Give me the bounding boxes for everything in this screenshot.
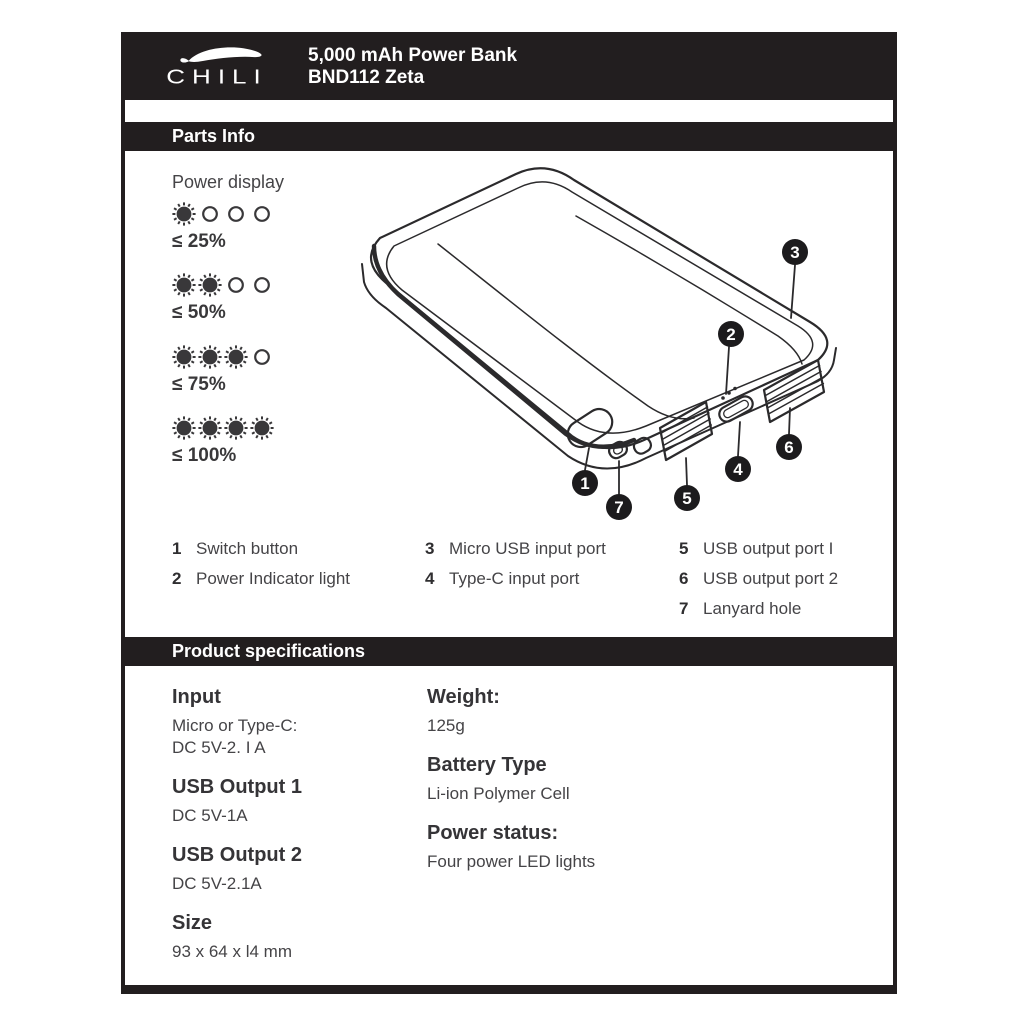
power-level-label-4: ≤ 100% <box>172 445 237 466</box>
legend-column-2 <box>425 534 606 594</box>
device-top-face <box>371 168 827 448</box>
svg-text:1: 1 <box>580 474 590 493</box>
legend-item-micro-usb: 3 Micro USB input port <box>425 539 606 558</box>
spec-input-line2: DC 5V-2. I A <box>172 738 266 757</box>
callout-7 <box>606 494 632 520</box>
spec-battery-type-title: Battery Type <box>427 754 547 776</box>
power-level-label-3: ≤ 75% <box>172 374 226 395</box>
callout-6 <box>776 434 802 460</box>
led-off-icon <box>197 201 223 227</box>
header-bar <box>125 36 893 100</box>
product-title-line2: BND112 Zeta <box>308 67 425 88</box>
led-lit-icon <box>249 415 275 441</box>
callout-5 <box>674 485 700 511</box>
device-diagram <box>350 158 895 523</box>
brand-name: CHILI <box>166 65 268 89</box>
spec-battery-type-value: Li-ion Polymer Cell <box>427 784 570 803</box>
led-lit-icon <box>197 272 223 298</box>
led-off-icon <box>223 272 249 298</box>
power-level-icons-4 <box>171 415 275 441</box>
callout-1 <box>572 470 598 496</box>
brand-logo <box>149 39 281 97</box>
svg-text:5: 5 <box>682 489 692 508</box>
legend-item-power-indicator: 2 Power Indicator light <box>172 569 351 588</box>
led-lit-icon <box>171 344 197 370</box>
power-level-icons-2 <box>171 272 275 298</box>
spec-weight-value: 125g <box>427 716 465 735</box>
manual-page <box>121 32 897 994</box>
led-off-icon <box>249 344 275 370</box>
spec-size-title: Size <box>172 912 213 934</box>
svg-text:3: 3 <box>790 243 800 262</box>
product-specifications-bar <box>125 637 893 666</box>
led-lit-icon <box>197 344 223 370</box>
legend-item-type-c: 4 Type-C input port <box>425 569 580 588</box>
device-band-line-left <box>438 244 694 419</box>
product-title <box>308 45 517 89</box>
legend-item-usb-output-2: 6 USB output port 2 <box>679 569 839 588</box>
led-lit-icon <box>197 415 223 441</box>
device-inset-line <box>387 182 813 433</box>
parts-info-title: Parts Info <box>172 126 256 146</box>
led-lit-icon <box>171 201 197 227</box>
led-off-icon <box>223 201 249 227</box>
device-front-edge <box>374 246 634 447</box>
led-lit-icon <box>171 272 197 298</box>
led-lit-icon <box>171 415 197 441</box>
led-lit-icon <box>223 415 249 441</box>
callout-leader-lines <box>585 265 795 494</box>
product-specifications-title: Product specifications <box>172 641 366 661</box>
legend-column-3 <box>679 534 838 624</box>
legend-item-switch-button: 1 Switch button <box>172 539 299 558</box>
callout-3 <box>782 239 808 265</box>
svg-text:2: 2 <box>726 325 736 344</box>
legend-item-usb-output-1: 5 USB output port I <box>679 539 834 558</box>
power-display-title: Power display <box>172 172 285 192</box>
spec-usb-output-1-value: DC 5V-1A <box>172 806 248 825</box>
power-level-icons-3 <box>171 344 275 370</box>
spec-usb-output-2-title: USB Output 2 <box>172 844 302 866</box>
spec-power-status-title: Power status: <box>427 822 559 844</box>
device-band-line-right <box>576 216 802 364</box>
legend-item-lanyard-hole: 7 Lanyard hole <box>679 599 802 618</box>
power-level-label-1: ≤ 25% <box>172 231 226 252</box>
spec-usb-output-2-value: DC 5V-2.1A <box>172 874 262 893</box>
spec-input-title: Input <box>172 686 221 708</box>
svg-text:6: 6 <box>784 438 794 457</box>
spec-size-value: 93 x 64 x l4 mm <box>172 942 292 961</box>
power-level-icons-1 <box>171 201 275 227</box>
spec-usb-output-1-title: USB Output 1 <box>172 776 302 798</box>
spec-input-line1: Micro or Type-C: <box>172 716 298 735</box>
callout-2 <box>718 321 744 347</box>
spec-power-status-value: Four power LED lights <box>427 852 596 871</box>
led-lit-icon <box>223 344 249 370</box>
led-off-icon <box>249 201 275 227</box>
power-level-label-2: ≤ 50% <box>172 302 226 323</box>
legend-column-1 <box>172 534 350 594</box>
svg-text:7: 7 <box>614 498 624 517</box>
spec-weight-title: Weight: <box>427 686 500 708</box>
svg-text:4: 4 <box>733 460 743 479</box>
callout-4 <box>725 456 751 482</box>
product-title-line1: 5,000 mAh Power Bank <box>308 45 518 66</box>
parts-info-bar <box>125 122 893 151</box>
led-off-icon <box>249 272 275 298</box>
